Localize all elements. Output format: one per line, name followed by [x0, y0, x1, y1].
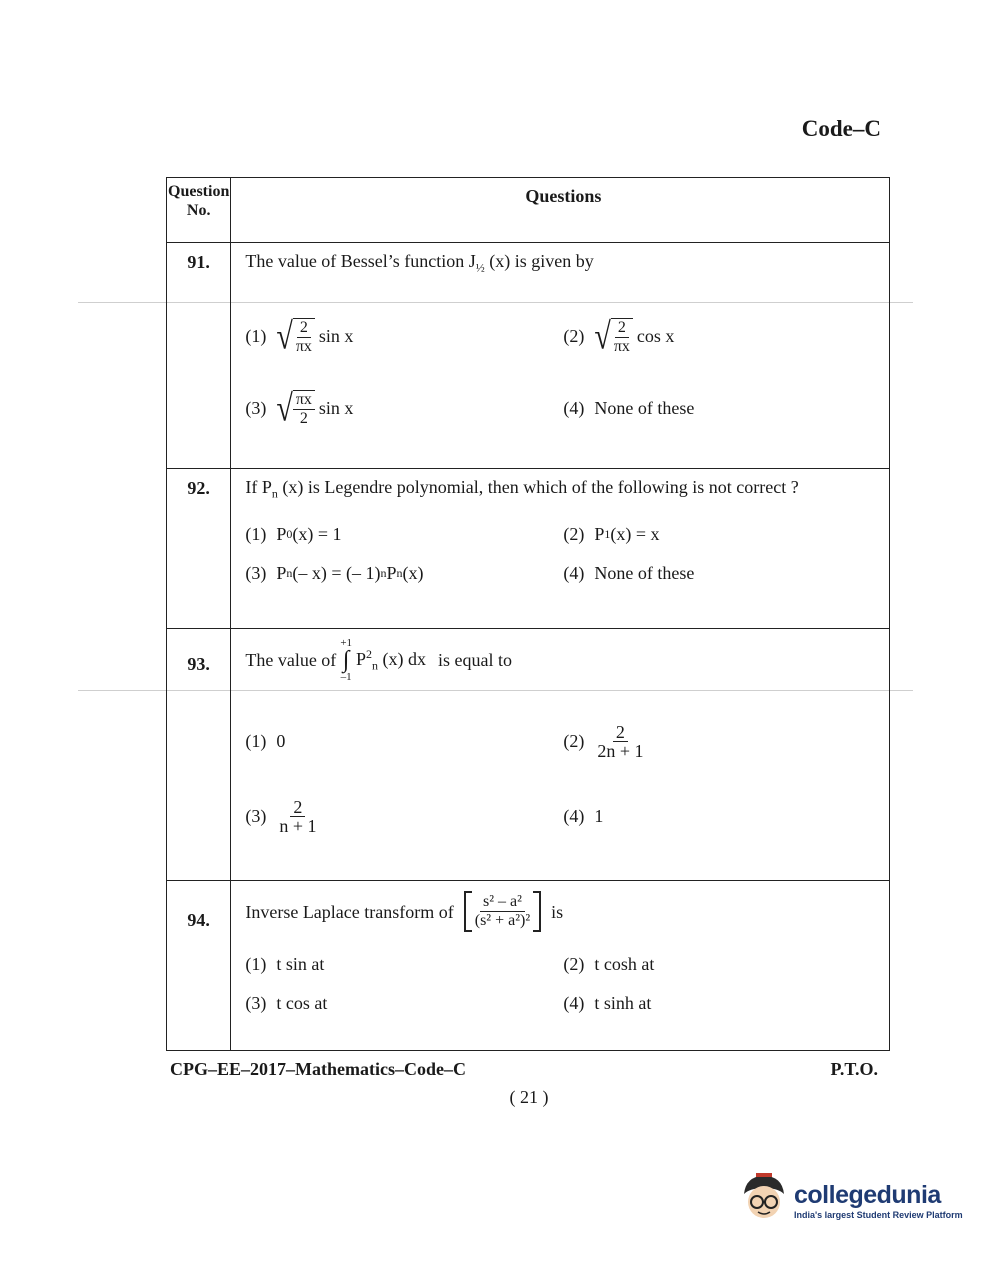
option-2: (2) $\frac{2}{2n + 1}$	[563, 722, 644, 761]
header-question-no: Question No.	[167, 178, 231, 243]
sqrt-icon: √ $\frac{2}{\pi x}$	[594, 318, 633, 356]
question-row-93	[167, 629, 890, 881]
question-body	[231, 469, 890, 629]
option-2: (2) P 1 (x) = x	[563, 523, 660, 544]
question-stem: The value of Bessel’s function $J_{\frac{1}{2}}$ (x) is given by	[245, 251, 594, 275]
question-number: 92.	[167, 469, 231, 629]
question-table	[166, 177, 890, 1051]
page-number: ( 21 )	[509, 1087, 549, 1107]
question-row-91	[167, 243, 890, 469]
option-3: (3) t cos at	[245, 993, 328, 1013]
brand-logo	[738, 1172, 963, 1228]
question-stem: Inverse Laplace transform of $\frac{\text{s² – a²}}{\text{(s² + a²)²}}$ is	[245, 881, 881, 932]
question-stem: If $P_n$ (x) is Legendre polynomial, then which of the following is not correct ?	[245, 477, 799, 501]
question-number: 93.	[167, 629, 231, 881]
option-1: (1) t sin at	[245, 954, 325, 974]
header-questions: Questions	[231, 178, 890, 243]
bracket-icon: $\frac{\text{s² – a²}}{\text{(s² + a²)²}}$	[464, 891, 541, 932]
footer-paper-code: CPG–EE–2017–Mathematics–Code–C	[170, 1059, 466, 1079]
sqrt-icon: √ $\frac{2}{\pi x}$	[276, 318, 315, 356]
option-3: (3) √ $\frac{\pi x}{2}$ sin x	[245, 387, 354, 429]
question-body	[231, 881, 890, 1051]
option-4: (4) None of these	[563, 562, 695, 583]
option-1: (1) P 0 (x) = 1	[245, 523, 342, 544]
option-4: (4) None of these	[563, 398, 695, 419]
integral-icon: +1 ∫ –1	[340, 637, 353, 683]
brand-tagline: India's largest Student Review Platform	[794, 1209, 963, 1220]
question-body	[231, 243, 890, 469]
option-4: (4) t sinh at	[563, 993, 652, 1013]
question-body	[231, 629, 890, 881]
question-number: 91.	[167, 243, 231, 469]
question-row-94	[167, 881, 890, 1051]
option-1: (1) 0	[245, 731, 286, 751]
option-2: (2) t cosh at	[563, 954, 655, 974]
question-stem: The value of +1 ∫ –1 $P^2_n$ (x) dx is equal to	[245, 637, 513, 683]
brand-name: collegedunia	[794, 1180, 941, 1209]
sqrt-icon: √ $\frac{\pi x}{2}$	[276, 390, 315, 428]
question-number: 94.	[167, 881, 231, 1051]
option-1: (1) √ $\frac{2}{\pi x}$ sin x	[245, 315, 354, 357]
footer-pto: P.T.O.	[830, 1059, 878, 1079]
student-mascot-icon	[738, 1172, 790, 1228]
option-3: (3) $\frac{2}{n + 1}$	[245, 797, 317, 836]
table-header	[167, 178, 890, 243]
option-3: (3) P n (– x) = (– 1) n P n (x)	[245, 562, 424, 583]
question-row-92	[167, 469, 890, 629]
option-4: (4) 1	[563, 806, 604, 826]
code-label: Code–C	[801, 116, 881, 141]
option-2: (2) √ $\frac{2}{\pi x}$ cos x	[563, 315, 675, 357]
